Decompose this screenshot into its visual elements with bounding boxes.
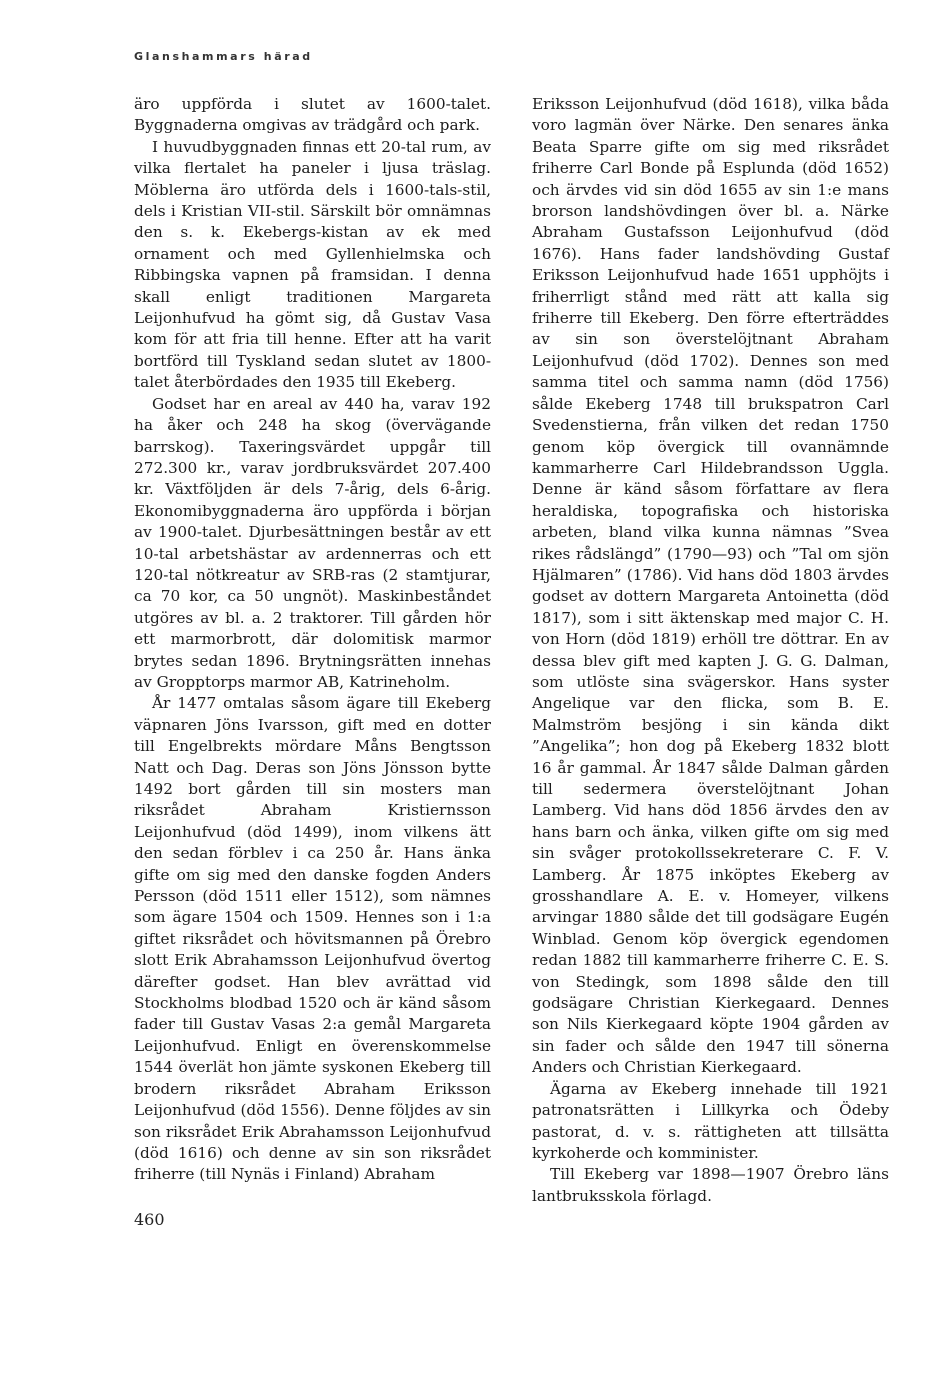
running-header: Glanshammars härad xyxy=(134,50,313,63)
paragraph: År 1477 omtalas såsom ägare till Ekeberg väpnaren Jöns Ivarsson, gift med en dotter till Engelbrekts mördare Måns Bengtsson Natt och Dag. Deras son Jöns Jönsson bytte 1492 bort gården till sin mosters man riksrådet Abraham Kristiernsson Leijonhufvud (död 1499), inom vilkens ätt den sedan förblev i ca 250 år. Hans änka gifte om sig med den danske fogden Anders Persson (död 1511 eller 1512), som nämnes som ägare 1504 och 1509. Hennes son i 1:a giftet riksrådet och hövitsmannen på Örebro slott Erik Abrahamsson Leijonhufvud övertog därefter godset. Han blev avrättad vid Stockholms blodbad 1520 och är känd såsom fader till Gustav Vasas 2:a gemål Margareta Leijonhufvud. Enligt en överenskommelse 1544 överlät hon jämte syskonen Ekeberg till brodern riksrådet Abraham Eriksson Leijonhufvud (död 1556). Denne följdes av sin son riksrådet Erik Abrahamsson Leijonhufvud (död 1616) och denne av sin son riksrådet friherre (till Nynäs i Finland) Abraham xyxy=(134,694,491,1184)
right-column xyxy=(532,94,889,1207)
paragraph: Eriksson Leijonhufvud (död 1618), vilka båda voro lagmän över Närke. Den senares änka Beata Sparre gifte om sig med riksrådet friherre Carl Bonde på Esplunda (död 1652) och ärvdes vid sin död 1655 av sin 1:e mans brorson landshövdingen över bl. a. Närke Abraham Gustafsson Leijonhufvud (död 1676). Hans fader landshövding Gustaf Eriksson Leijonhufvud hade 1651 upphöjts i friherrligt stånd med rätt att kalla sig friherre till Ekeberg. Den förre efterträddes av sin son överstelöjtnant Abraham Leijonhufvud (död 1702). Dennes son med samma titel och samma namn (död 1756) sålde Ekeberg 1748 till brukspatron Carl Svedenstierna, från vilken det redan 1750 genom köp övergick till ovannämnde kammarherre Carl Hildebrandsson Uggla. Denne är känd såsom författare av flera heraldiska, topografiska och historiska arbeten, bland vilka kunna nämnas ”Svea rikes rådslängd” (1790—93) och ”Tal om sjön Hjälmaren” (1786). Vid hans död 1803 ärvdes godset av dottern Margareta Antoinetta (död 1817), som i sitt äktenskap med major C. H. von Horn (död 1819) erhöll tre döttrar. En av dessa blev gift med kapten J. G. G. Dalman, som utlöste sina svägerskor. Hans syster Angelique var den flicka, som B. E. Malmström besjöng i sin kända dikt ”Angelika”; hon dog på Ekeberg 1832 blott 16 år gammal. År 1847 sålde Dalman gården till sedermera överstelöjtnant Johan Lamberg. Vid hans död 1856 ärvdes den av hans barn och änka, vilken gifte om sig med sin svåger protokollssekreterare C. F. V. Lamberg. År 1875 inköptes Ekeberg av grosshandlare A. E. v. Homeyer, vilkens arvingar 1880 sålde det till godsägare Eugén Winblad. Genom köp övergick egendomen redan 1882 till kammarherre friherre C. E. S. von Stedingk, som 1898 sålde den till godsägare Christian Kierkegaard. Dennes son Nils Kierkegaard köpte 1904 gården av sin fader och sålde den 1947 till sönerna Anders och Christian Kierkegaard. xyxy=(532,95,889,1077)
paragraph: Ägarna av Ekeberg innehade till 1921 patronatsrätten i Lillkyrka och Ödeby pastorat, d. v. s. rättigheten att tillsätta kyrkoherde och komminister. xyxy=(532,1079,889,1162)
left-column xyxy=(134,94,491,1186)
paragraph: Godset har en areal av 440 ha, varav 192 ha åker och 248 ha skog (övervägande barrskog). Taxeringsvärdet uppgår till 272.300 kr., varav jordbruksvärdet 207.400 kr. Växtföljden är dels 7-årig, dels 6-årig. Ekonomibyggnaderna äro uppförda i början av 1900-talet. Djurbesättningen består av ett 10-tal arbetshästar av ardennerras och ett 120-tal nötkreatur av SRB-ras (2 stamtjurar, ca 70 kor, ca 50 ungnöt). Maskinbeståndet utgöres av bl. a. 2 traktorer. Till gården hör ett marmorbrott, där dolomitisk marmor brytes sedan 1896. Brytningsrätten innehas av Gropptorps marmor AB, Katrineholm. xyxy=(134,394,491,691)
paragraph: äro uppförda i slutet av 1600-talet. Byggnaderna omgivas av trädgård och park. xyxy=(134,95,491,135)
paragraph: I huvudbyggnaden finnas ett 20-tal rum, av vilka flertalet ha paneler i ljusa träslag. Möblerna äro utförda dels i 1600-tals-stil, dels i Kristian VII-stil. Särskilt bör omnämnas den s. k. Ekebergs-kistan av ek med ornament och med Gyllenhielmska och Ribbingska vapnen på framsidan. I denna skall enligt traditionen Margareta Leijonhufvud ha gömt sig, då Gustav Vasa kom för att fria till henne. Efter att ha varit bortförd till Tyskland sedan slutet av 1800-talet återbördades den 1935 till Ekeberg. xyxy=(134,137,491,392)
page-number: 460 xyxy=(134,1210,165,1229)
paragraph: Till Ekeberg var 1898—1907 Örebro läns lantbruksskola förlagd. xyxy=(532,1165,889,1205)
